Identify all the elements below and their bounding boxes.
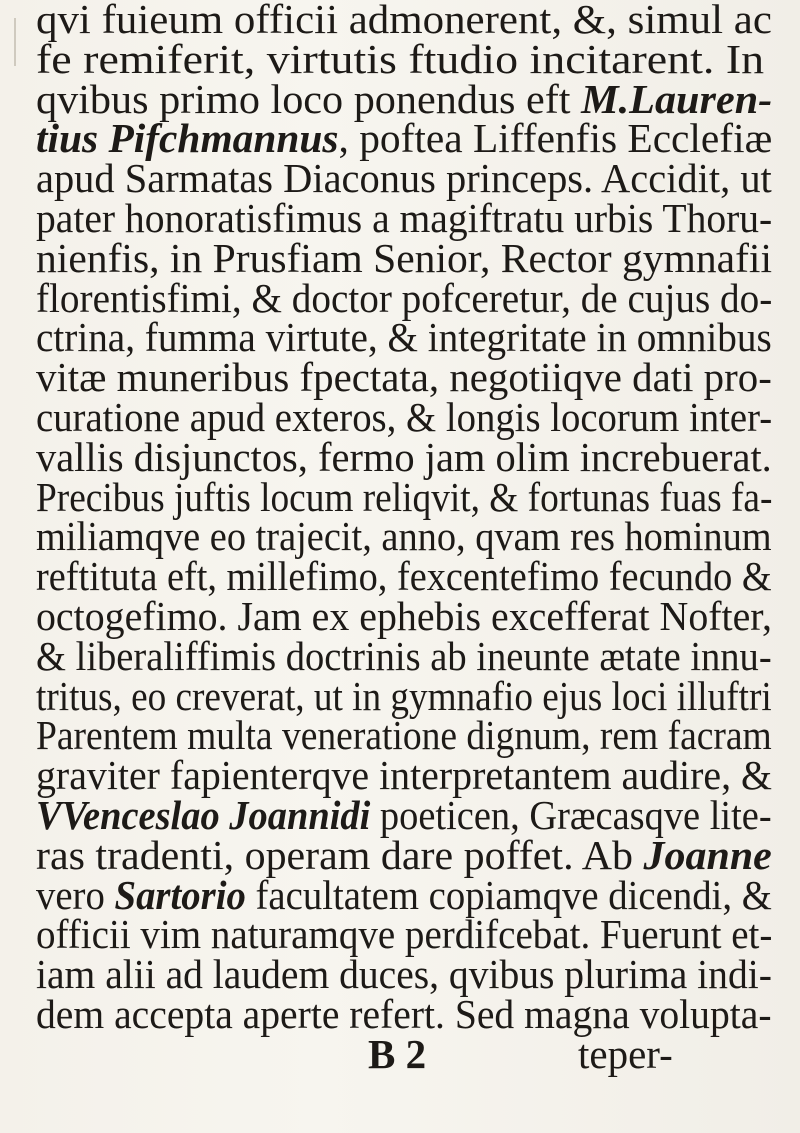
text-run: qvi fuieum officii admonerent, &, simul ac: [36, 0, 772, 42]
text-run: poeticen, Græcasqve lite-: [370, 792, 772, 838]
page-edge-shadow: [14, 18, 16, 66]
italic-name: Sartorio: [114, 871, 246, 918]
text-run: miliamqve eo trajecit, anno, qvam res hominum: [36, 513, 772, 560]
text-run: pater honoratisfimus a magiftratu urbis Thoru-: [36, 195, 773, 241]
text-run: qvibus primo loco ponendus eft: [36, 75, 582, 122]
text-run: curatione apud exteros, & longis locorum inter-: [36, 394, 773, 440]
text-run: reftituta eft, millefimo, fexcentefimo fecundo &: [36, 553, 772, 600]
text-run: vallis disjunctos, fermo jam olim increbuerat.: [36, 433, 772, 480]
text-run: Parentem multa veneratione dignum, rem facram: [36, 712, 772, 759]
text-run: nienfis, in Prusfiam Senior, Rector gymnafii: [36, 234, 773, 281]
text-run: ras tradenti, operam dare poffet. Ab: [36, 831, 644, 878]
signature-mark: B 2: [368, 1031, 427, 1077]
catchword: teper-: [578, 1031, 673, 1077]
page-footer: [0, 1031, 800, 1077]
text-run: vitæ muneribus fpectata, negotiiqve dati pro-: [36, 354, 772, 401]
text-run: apud Sarmatas Diaconus princeps. Accidit, ut: [36, 155, 772, 202]
text-run: octogefimo. Jam ex ephebis excefferat Nofter,: [36, 593, 772, 639]
italic-name: VVenceslao Joannidi: [36, 792, 371, 838]
text-run: & liberaliffimis doctrinis ab ineunte ætate innu-: [36, 632, 772, 679]
text-run: iam alii ad laudem duces, qvibus plurima indi-: [36, 951, 772, 998]
italic-name: M.Lauren-: [581, 75, 773, 122]
text-run: ctrina, fumma virtute, & integritate in omnibus: [36, 314, 772, 361]
italic-name: tius Pifchmannus: [36, 115, 339, 162]
text-run: vero: [36, 871, 115, 918]
text-run: fe remiferit, virtutis ftudio incitarent. In: [36, 35, 765, 82]
text-run: dem accepta aperte refert. Sed magna volupta-: [36, 991, 772, 1037]
text-run: tritus, eo creverat, ut in gymnafio ejus loci illuftri: [36, 672, 772, 719]
italic-name: Joanne: [643, 831, 772, 878]
text-run: facultatem copiamqve dicendi, &: [245, 871, 772, 918]
text-run: graviter fapienterqve interpretantem audire, &: [36, 752, 773, 799]
text-run: Precibus juftis locum reliqvit, & fortunas fuas fa-: [36, 473, 773, 520]
text-run: florentisfimi, & doctor pofceretur, de cujus do-: [36, 274, 773, 321]
text-run: , poftea Liffenfis Ecclefiæ: [338, 115, 773, 162]
text-run: officii vim naturamqve perdifcebat. Fuerunt et-: [36, 911, 773, 958]
